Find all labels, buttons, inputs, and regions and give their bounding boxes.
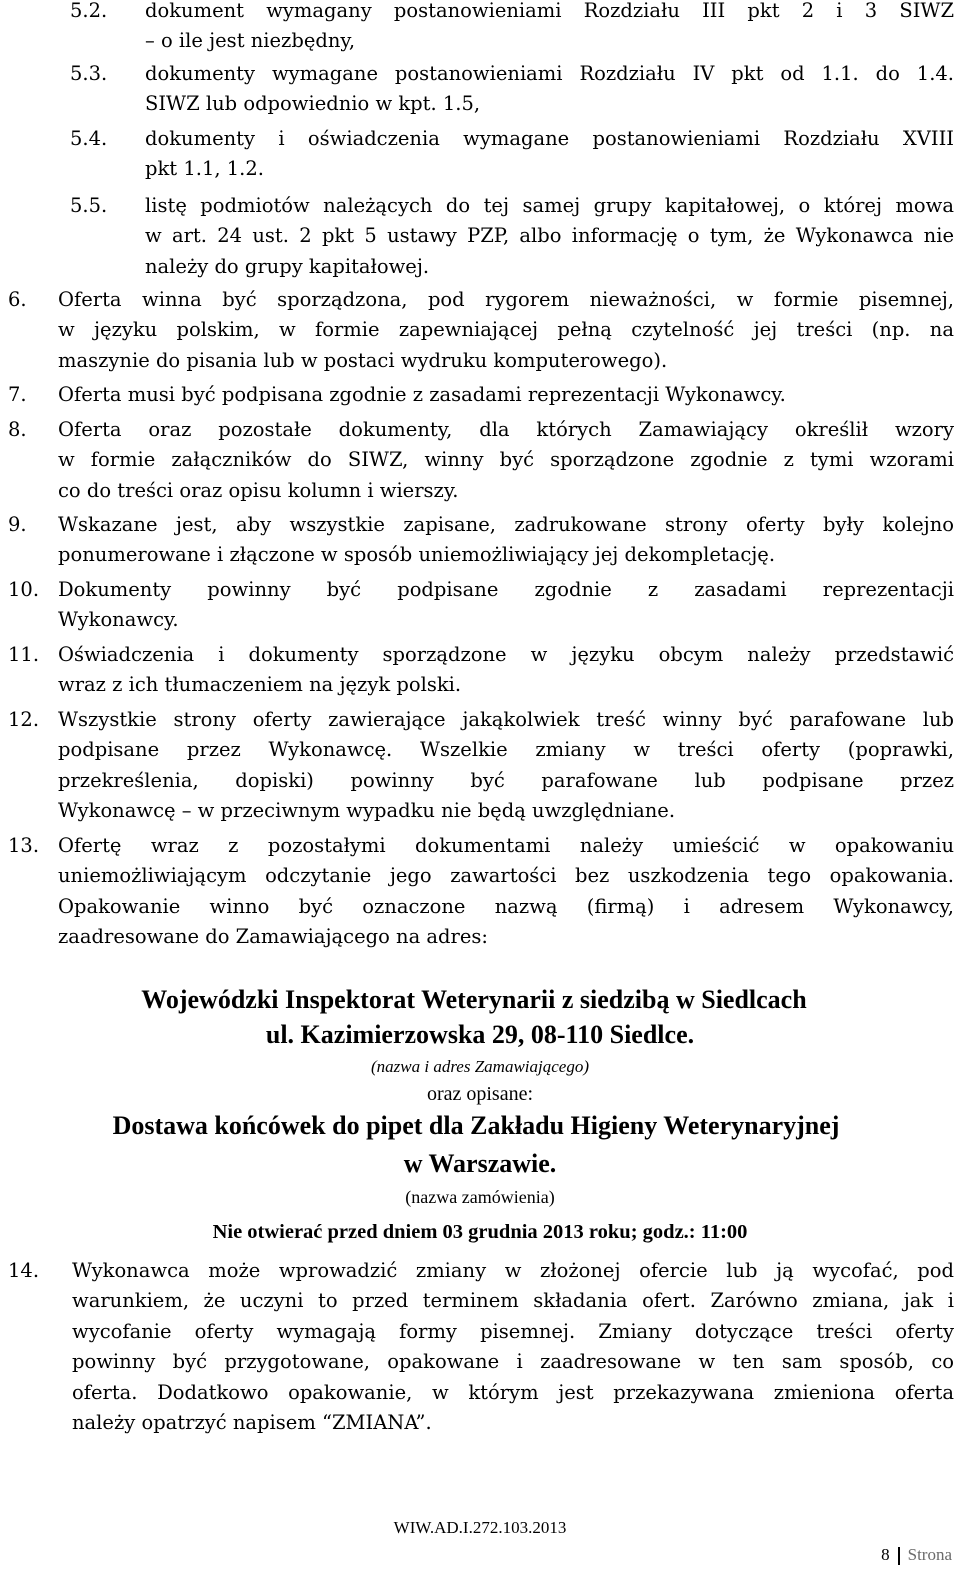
order-name-line-2: w Warszawie. [403, 1149, 557, 1178]
caption-recipient: (nazwa i adres Zamawiającego) [370, 1057, 589, 1076]
item-line: Opakowanie winno być oznaczone nazwą (firmą) i adresem Wykonawcy, [58, 894, 954, 918]
item-number: 5.5. [70, 194, 108, 217]
item-number: 5.4. [70, 127, 108, 150]
item-line: w art. 24 ust. 2 pkt 5 ustawy PZP, albo informację o tym, że Wykonawca nie [145, 224, 954, 248]
page-label: Strona [907, 1545, 952, 1564]
item-line: Dokumenty powinny być podpisane zgodnie z zasadami reprezentacji [58, 578, 954, 601]
item-line: Wskazane jest, aby wszystkie zapisane, zadrukowane strony oferty były kolejno [58, 513, 954, 536]
page-number: 8 [881, 1545, 890, 1564]
item-line: dokumenty i oświadczenia wymagane postanowieniami Rozdziału XVIII [145, 127, 954, 150]
order-name-line-1: Dostawa końcówek do pipet dla Zakładu Higieny Weterynaryjnej [112, 1111, 840, 1140]
item-line: w formie załączników do SIWZ, winny być sporządzone zgodnie z tymi wzorami [58, 448, 954, 472]
item-line: warunkiem, że uczyni to przed terminem składania ofert. Zarówno zmiana, jak i [72, 1289, 954, 1313]
item-line: należy opatrzyć napisem “ZMIANA”. [72, 1410, 432, 1434]
item-line: powinny być przygotowane, opakowane i zaadresowane w ten sam sposób, co [72, 1350, 954, 1374]
opening-deadline: Nie otwierać przed dniem 03 grudnia 2013 roku; godz.: 11:00 [212, 1221, 748, 1243]
item-line: wycofanie oferty wymagają formy pisemnej. Zmiany dotyczące treści oferty [72, 1319, 954, 1343]
item-number: 8. [8, 418, 27, 441]
item-line: dokumenty wymagane postanowieniami Rozdziału IV pkt od 1.1. do 1.4. [145, 62, 954, 85]
item-line: pkt 1.1, 1.2. [145, 157, 264, 181]
described-label: oraz opisane: [426, 1083, 534, 1105]
item-line: co do treści oraz opisu kolumn i wierszy. [58, 478, 459, 502]
item-line: w języku polskim, w formie zapewniającej pełną czytelność jej treści (np. na [58, 318, 954, 342]
item-line: oferta. Dodatkowo opakowanie, w którym jest przekazywana zmieniona oferta [72, 1380, 954, 1404]
item-number: 14. [8, 1259, 40, 1282]
item-line: zaadresowane do Zamawiającego na adres: [58, 925, 488, 949]
item-line: dokument wymagany postanowieniami Rozdziału III pkt 2 i 3 SIWZ [145, 0, 954, 22]
item-number: 5.3. [70, 62, 108, 85]
item-number: 12. [8, 708, 40, 731]
item-line: podpisane przez Wykonawcę. Wszelkie zmiany w treści oferty (poprawki, [58, 738, 954, 762]
item-line: Oferta winna być sporządzona, pod rygorem nieważności, w formie pisemnej, [58, 288, 954, 311]
item-line: – o ile jest niezbędny, [145, 29, 356, 53]
item-line: ponumerowane i złączone w sposób uniemożliwiający jej dekompletację. [58, 543, 776, 567]
item-line: Wykonawcę – w przeciwnym wypadku nie będą uwzględniane. [58, 799, 676, 823]
item-line: Wykonawca może wprowadzić zmiany w złożonej ofercie lub ją wycofać, pod [72, 1259, 954, 1282]
item-line: Oferta oraz pozostałe dokumenty, dla których Zamawiający określił wzory [58, 418, 954, 441]
page-number-divider [898, 1547, 900, 1565]
item-number: 7. [8, 383, 27, 406]
caption-order: (nazwa zamówienia) [405, 1187, 555, 1207]
item-line: Wykonawcy. [58, 608, 179, 632]
item-line: przekreślenia, dopiski) powinny być parafowane lub podpisane przez [58, 768, 954, 792]
item-line: Ofertę wraz z pozostałymi dokumentami należy umieścić w opakowaniu [58, 834, 954, 857]
item-number: 10. [8, 578, 40, 601]
item-line: Wszystkie strony oferty zawierające jakąkolwiek treść winny być parafowane lub [58, 708, 954, 731]
item-line: listę podmiotów należących do tej samej grupy kapitałowej, o której mowa [145, 194, 954, 217]
item-number: 11. [8, 643, 40, 666]
page-number-block [881, 1545, 952, 1565]
item-line: uniemożliwiającym odczytanie jego zawartości bez uszkodzenia tego opakowania. [58, 864, 954, 888]
item-line: maszynie do pisania lub w postaci wydruku komputerowego). [58, 348, 668, 372]
document-reference-code: WIW.AD.I.272.103.2013 [393, 1518, 567, 1537]
item-line: wraz z ich tłumaczeniem na język polski. [58, 673, 462, 697]
recipient-name: Wojewódzki Inspektorat Weterynarii z siedzibą w Siedlcach [141, 985, 807, 1014]
item-number: 9. [8, 513, 27, 536]
item-number: 13. [8, 834, 40, 857]
item-line: Oświadczenia i dokumenty sporządzone w języku obcym należy przedstawić [58, 643, 954, 666]
item-line: Oferta musi być podpisana zgodnie z zasadami reprezentacji Wykonawcy. [58, 383, 786, 406]
item-number: 5.2. [70, 0, 108, 22]
item-line: należy do grupy kapitałowej. [145, 254, 430, 278]
item-line: SIWZ lub odpowiednio w kpt. 1.5, [145, 92, 481, 116]
item-number: 6. [8, 288, 27, 311]
recipient-address: ul. Kazimierzowska 29, 08-110 Siedlce. [265, 1020, 695, 1049]
